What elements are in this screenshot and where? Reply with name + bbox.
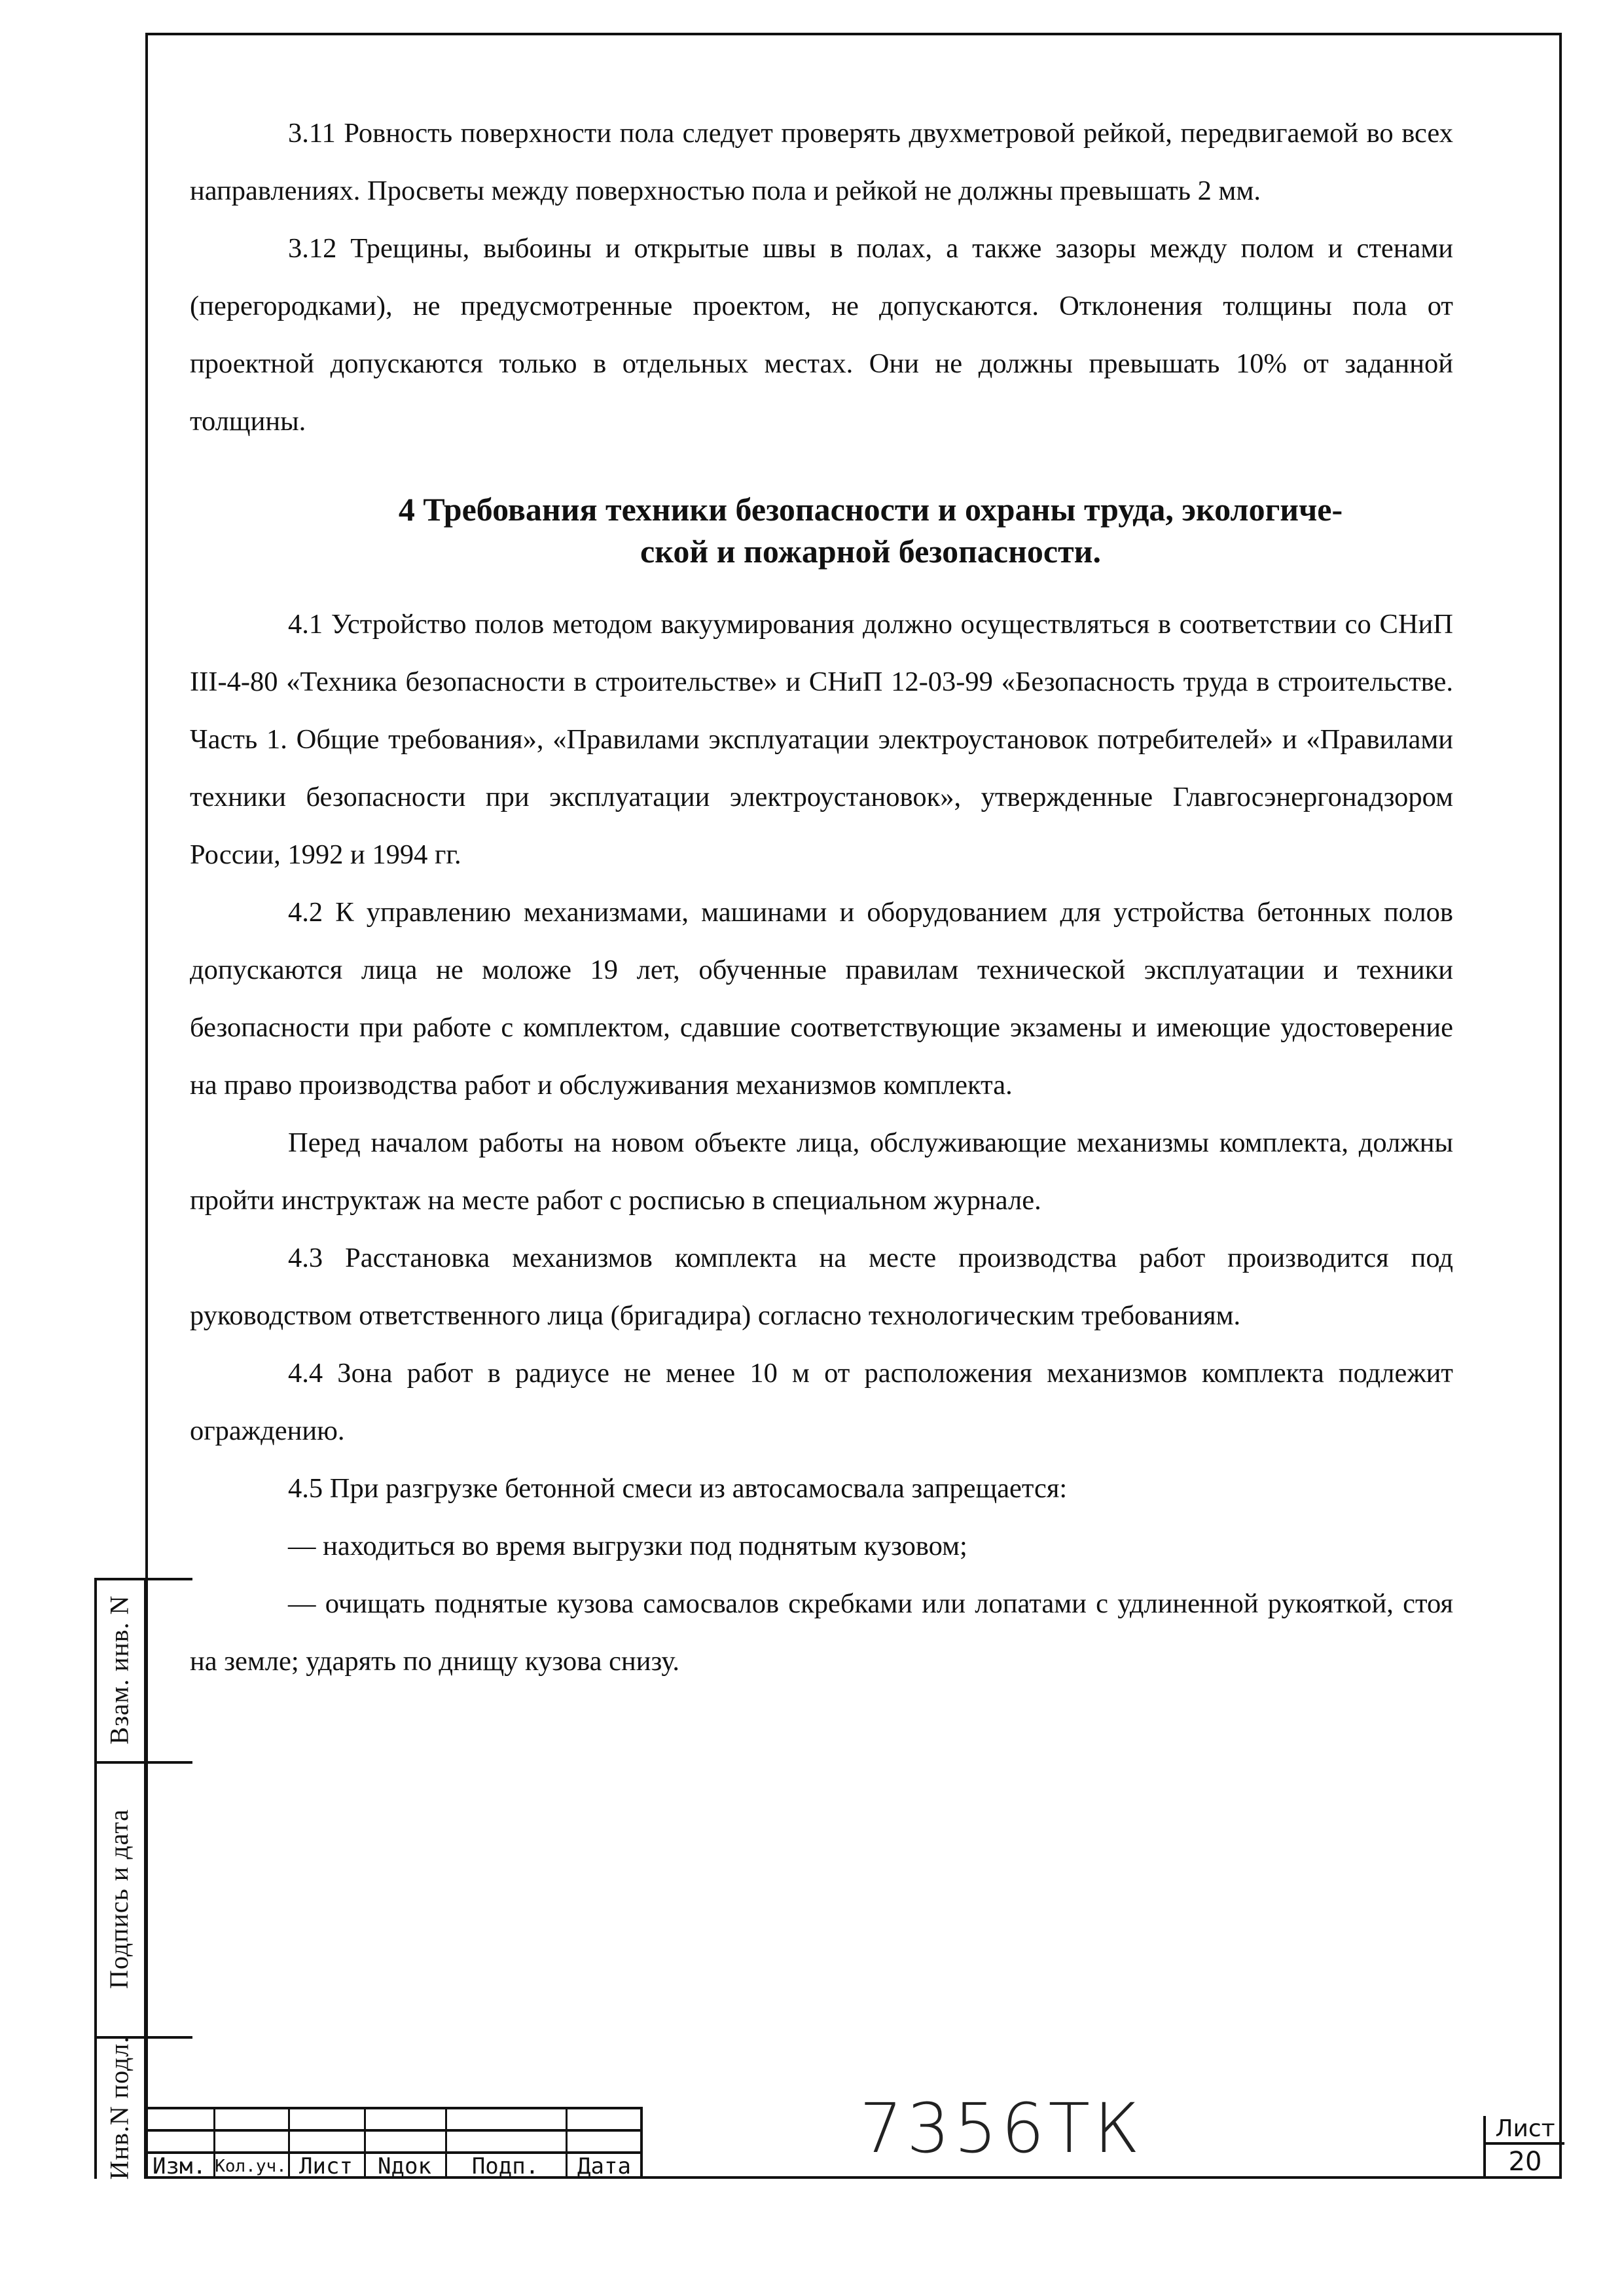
document-body [190, 105, 1453, 1690]
section-heading-4 [190, 488, 1453, 572]
paragraph-3-12: 3.12 Трещины, выбоины и открытые швы в полах, а также зазоры между полом и стенами (перегородками), не предусмотренные проектом, не допускаются. Отклонения толщины пола от проектной допускаются только в отдельных местах. Они не должны превышать 10% от заданной толщины. [190, 233, 1453, 437]
paragraph-4-5-item-1: — находиться во время выгрузки под поднятым кузовом; [288, 1531, 967, 1561]
paragraph-4-1: 4.1 Устройство полов методом вакуумирования должно осуществляться в соответствии со СНиП III-4-80 «Техника безопасности в строительстве» и СНиП 12-03-99 «Безопасность труда в строительстве. Часть 1. Общие требования», «Правилами эксплуатации электроустановок потребителей» и «Правилами техники безопасности при эксплуатации электроустановок», утвержденные Главгосэнергонадзором России, 1992 и 1994 гг. [190, 609, 1453, 870]
side-stamp-inv: Инв.N подл. [104, 2035, 134, 2179]
grid-line [145, 2129, 643, 2132]
document-number: 7356ТК [859, 2088, 1144, 2168]
heading-line: ской и пожарной безопасности. [640, 533, 1101, 570]
paragraph-4-5-item-2: — очищать поднятые кузова самосвалов скребками или лопатами с удлиненной рукояткой, стоя на земле; ударять по днищу кузова снизу. [190, 1588, 1453, 1677]
paragraph-4-3: 4.3 Расстановка механизмов комплекта на месте производства работ производится под руководством ответственного лица (бригадира) согласно технологическим требованиям. [190, 1243, 1453, 1331]
title-block-grid [145, 2107, 643, 2179]
paragraph-4-5: 4.5 При разгрузке бетонной смеси из автосамосвала запрещается: [288, 1473, 1068, 1504]
paragraph-4-4: 4.4 Зона работ в радиусе не менее 10 м от расположения механизмов комплекта подлежит ограждению. [190, 1358, 1453, 1446]
side-stamp-vzam: Взам. инв. N [104, 1594, 134, 1745]
cell-kol-uch: Кол.уч. [215, 2157, 287, 2176]
sheet-label: Лист [1486, 2116, 1564, 2145]
side-stamp-border-right [144, 1578, 147, 2179]
cell-list: Лист [299, 2153, 353, 2179]
heading-line: 4 Требования техники безопасности и охраны труда, экологиче- [398, 491, 1343, 528]
paragraph-4-2: 4.2 К управлению механизмами, машинами и оборудованием для устройства бетонных полов допускаются лица не моложе 19 лет, обученные правилам технической эксплуатации и техники безопасности при работе с комплектом, сдавшие соответствующие экзамены и имеющие удостоверение на право производства работ и обслуживания механизмов комплекта. [190, 897, 1453, 1101]
side-stamp-podpis: Подпись и дата [104, 1808, 134, 1989]
side-stamp [47, 1578, 145, 2179]
grid-line [145, 2107, 643, 2109]
cell-data: Дата [577, 2153, 631, 2179]
cell-ndok: Nдок [378, 2153, 431, 2179]
sheet-number: 20 [1508, 2147, 1542, 2177]
paragraph-3-11: 3.11 Ровность поверхности пола следует проверять двухметровой рейкой, передвигаемой во всех направлениях. Просветы между поверхностью пола и рейкой не должны превышать 2 мм. [190, 118, 1453, 206]
sheet-box [1483, 2116, 1564, 2179]
cell-izm: Изм. [153, 2153, 206, 2179]
cell-podp: Подп. [471, 2153, 539, 2179]
paragraph-4-2-continued: Перед началом работы на новом объекте лица, обслуживающие механизмы комплекта, должны пройти инструктаж на месте работ с росписью в специальном журнале. [190, 1127, 1453, 1216]
